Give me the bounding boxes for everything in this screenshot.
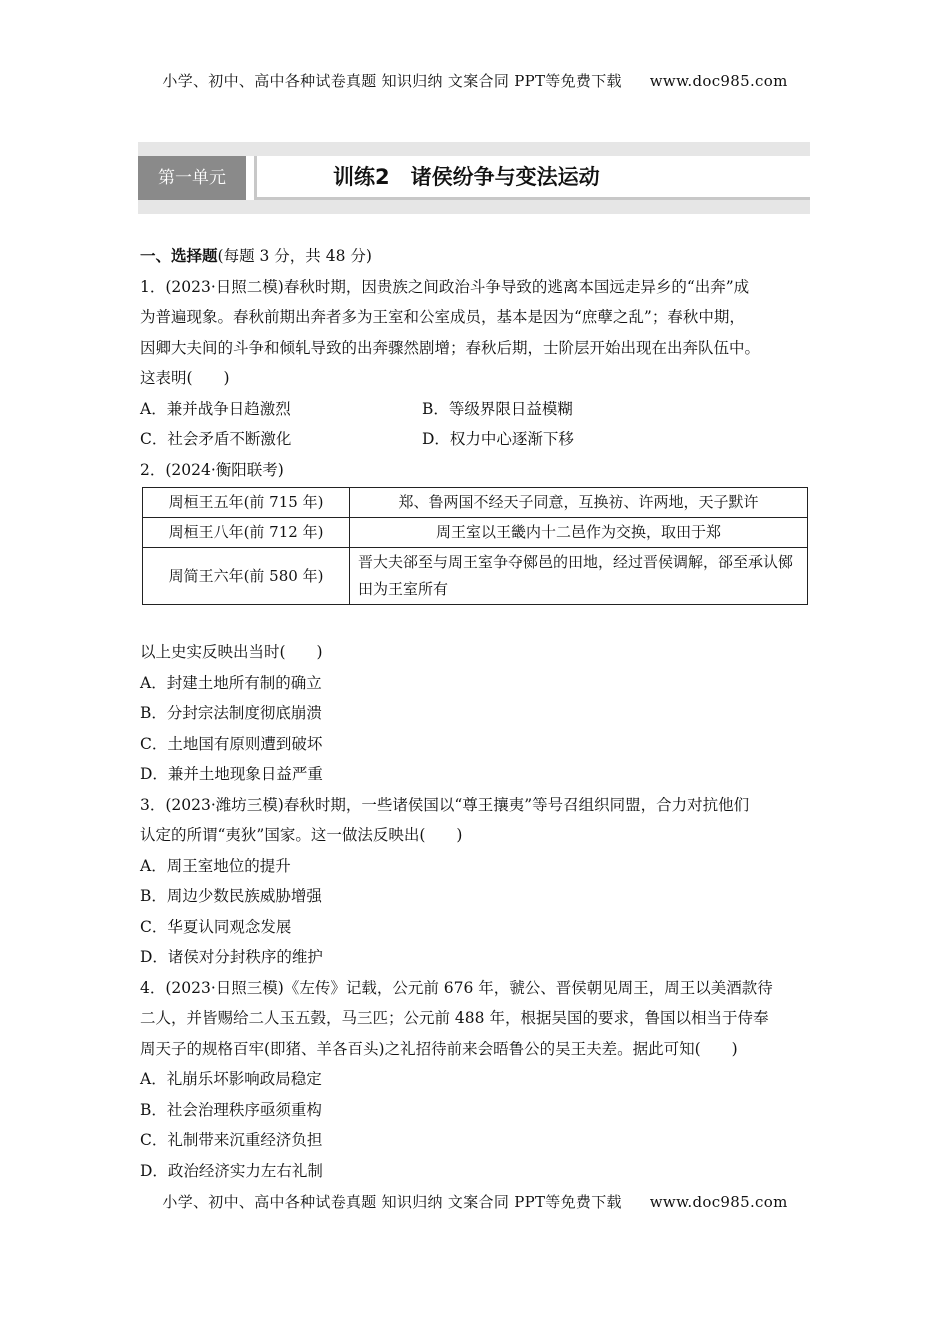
question-2	[140, 455, 810, 790]
table-cell-event: 郑、鲁两国不经天子同意，互换祊、许两地，天子默许	[350, 488, 808, 518]
question-1-line-2: 为普遍现象。春秋前期出奔者多为王室和公室成员，基本是因为“庶孽之乱”；春秋中期，	[140, 308, 745, 326]
title-box	[254, 156, 810, 200]
section-note: (每题 3 分，共 48 分)	[217, 247, 372, 265]
page-header	[0, 70, 950, 91]
banner-band-top	[138, 142, 810, 156]
section-heading	[140, 241, 810, 272]
question-1-line-4: 这表明( )	[140, 369, 230, 387]
question-1-option-d[interactable]: D．权力中心逐渐下移	[422, 430, 574, 448]
question-1	[140, 272, 810, 455]
question-content	[140, 241, 810, 1186]
question-2-option-a[interactable]: A．封建土地所有制的确立	[140, 673, 322, 692]
question-2-option-b[interactable]: B．分封宗法制度彻底崩溃	[140, 704, 322, 722]
question-1-option-b[interactable]: B．等级界限日益模糊	[422, 399, 573, 418]
question-2-option-c[interactable]: C．土地国有原则遭到破坏	[140, 734, 323, 753]
section-title: 一、选择题	[140, 247, 218, 265]
question-4-option-d[interactable]: D．政治经济实力左右礼制	[140, 1161, 323, 1180]
question-3-option-d[interactable]: D．诸侯对分封秩序的维护	[140, 948, 323, 966]
table-row	[143, 518, 808, 548]
question-1-option-c[interactable]: C．社会矛盾不断激化	[140, 430, 292, 448]
table-cell-date: 周桓王八年(前 712 年)	[143, 518, 350, 548]
unit-label: 第一单元	[138, 156, 246, 200]
question-1-options-row-1	[140, 394, 810, 425]
question-1-line-1: 1．(2023·日照二模)春秋时期，因贵族之间政治斗争导致的逃离本国远走异乡的“出奔”成	[140, 277, 750, 296]
table-cell-date: 周桓王五年(前 715 年)	[143, 488, 350, 518]
table-row	[143, 488, 808, 518]
question-2-option-d[interactable]: D．兼并土地现象日益严重	[140, 765, 323, 783]
footer-url[interactable]: www.doc985.com	[649, 1193, 788, 1211]
question-2-line-1: 2．(2024·衡阳联考)	[140, 460, 284, 479]
question-4-line-2: 二人，并皆赐给二人玉五瑴，马三匹；公元前 488 年，根据吴国的要求，鲁国以相当于侍奉	[140, 1009, 769, 1027]
table-cell-event: 晋大夫郤至与周王室争夺鄇邑的田地，经过晋侯调解，郤至承认鄇田为王室所有	[350, 548, 808, 605]
question-4	[140, 973, 810, 1187]
header-url[interactable]: www.doc985.com	[649, 72, 788, 90]
question-2-stem: 以上史实反映出当时( )	[140, 643, 323, 661]
unit-banner	[138, 142, 810, 214]
question-4-option-c[interactable]: C．礼制带来沉重经济负担	[140, 1131, 323, 1149]
history-table	[142, 487, 808, 605]
question-3-option-b[interactable]: B．周边少数民族威胁增强	[140, 887, 322, 905]
question-1-line-3: 因卿大夫间的斗争和倾轧导致的出奔骤然剧增；春秋后期，士阶层开始出现在出奔队伍中。	[140, 338, 761, 357]
header-text: 小学、初中、高中各种试卷真题 知识归纳 文案合同 PPT等免费下载	[162, 72, 622, 90]
question-1-option-a[interactable]: A．兼并战争日趋激烈	[140, 399, 291, 418]
question-4-line-1: 4．(2023·日照三模)《左传》记载，公元前 676 年，虢公、晋侯朝见周王，周王以美酒款待	[140, 978, 773, 997]
question-3-option-c[interactable]: C．华夏认同观念发展	[140, 917, 292, 936]
footer-text: 小学、初中、高中各种试卷真题 知识归纳 文案合同 PPT等免费下载	[162, 1193, 622, 1211]
question-1-options-row-2	[140, 424, 810, 455]
table-row	[143, 548, 808, 605]
question-3-option-a[interactable]: A．周王室地位的提升	[140, 856, 291, 875]
page-title: 训练2 诸侯纷争与变法运动	[333, 165, 600, 189]
question-4-option-b[interactable]: B．社会治理秩序亟须重构	[140, 1100, 322, 1119]
banner-band-bottom	[138, 200, 810, 214]
question-4-option-a[interactable]: A．礼崩乐坏影响政局稳定	[140, 1070, 322, 1088]
question-3-line-1: 3．(2023·潍坊三模)春秋时期，一些诸侯国以“尊王攘夷”等号召组织同盟，合力对抗他们	[140, 795, 750, 814]
table-cell-date: 周简王六年(前 580 年)	[143, 548, 350, 605]
table-cell-event: 周王室以王畿内十二邑作为交换，取田于郑	[350, 518, 808, 548]
question-3	[140, 790, 810, 973]
question-3-line-2: 认定的所谓“夷狄”国家。这一做法反映出( )	[140, 826, 463, 844]
question-4-line-3: 周天子的规格百牢(即猪、羊各百头)之礼招待前来会晤鲁公的吴王夫差。据此可知( )	[140, 1039, 738, 1058]
page-footer	[0, 1191, 950, 1212]
